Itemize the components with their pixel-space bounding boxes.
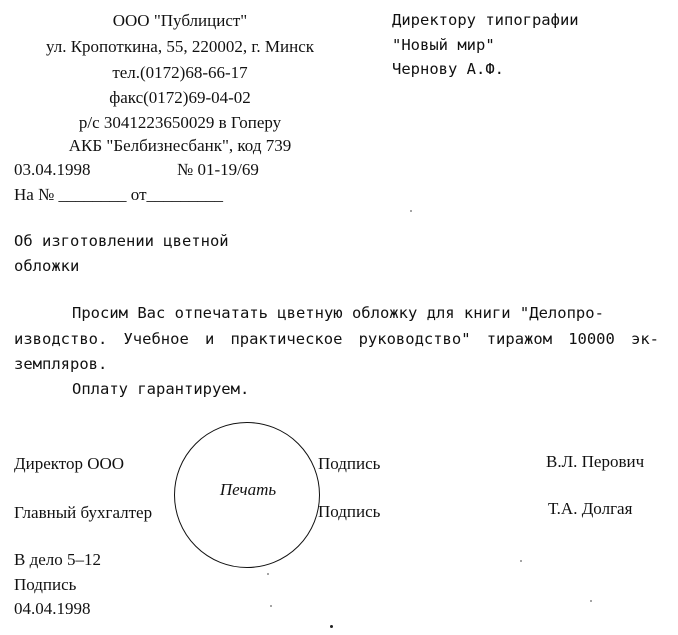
filing-date: 04.04.1998 [14, 599, 91, 618]
body-line-2: изводство. Учебное и практическое руководство" тиражом 10000 эк- [14, 330, 659, 348]
body-line-3: земпляров. [14, 355, 108, 373]
sender-org: ООО "Публицист" [112, 11, 248, 30]
recipient-line-2: "Новый мир" [392, 36, 495, 54]
recipient-line-3: Чернову А.Ф. [392, 60, 504, 78]
seal-circle [174, 422, 320, 568]
reference-line: На № ________ от_________ [14, 185, 223, 204]
sender-account: р/с 3041223650029 в Гоперу [78, 113, 282, 132]
sender-phone: тел.(0172)68-66-17 [112, 63, 248, 82]
sender-fax: факс(0172)69-04-02 [109, 88, 251, 107]
subject-line-1: Об изготовлении цветной [14, 232, 229, 250]
scan-speck [520, 560, 522, 562]
subject-line-2: обложки [14, 257, 80, 275]
scan-speck [270, 605, 272, 607]
director-title: Директор ООО [14, 454, 125, 473]
body-line-1: Просим Вас отпечатать цветную обложку для книги "Делопро- [72, 304, 604, 322]
document-number: № 01-19/69 [177, 160, 259, 179]
filing-line-2: Подпись [14, 575, 77, 594]
accountant-signature: Подпись [318, 502, 381, 521]
scan-speck [267, 573, 269, 575]
director-signature: Подпись [318, 454, 381, 473]
accountant-name: Т.А. Долгая [548, 499, 633, 518]
director-name: В.Л. Перович [546, 452, 645, 471]
body-line-4: Оплату гарантируем. [72, 380, 250, 398]
document-date: 03.04.1998 [14, 160, 91, 179]
scan-speck [330, 625, 333, 628]
seal-label: Печать [219, 480, 277, 499]
scan-speck [410, 210, 412, 212]
sender-bank: АКБ "Белбизнесбанк", код 739 [68, 136, 292, 155]
scan-speck [590, 600, 592, 602]
recipient-line-1: Директору типографии [392, 11, 579, 29]
sender-address: ул. Кропоткина, 55, 220002, г. Минск [45, 37, 315, 56]
filing-line-1: В дело 5–12 [14, 550, 102, 569]
accountant-title: Главный бухгалтер [14, 503, 153, 522]
